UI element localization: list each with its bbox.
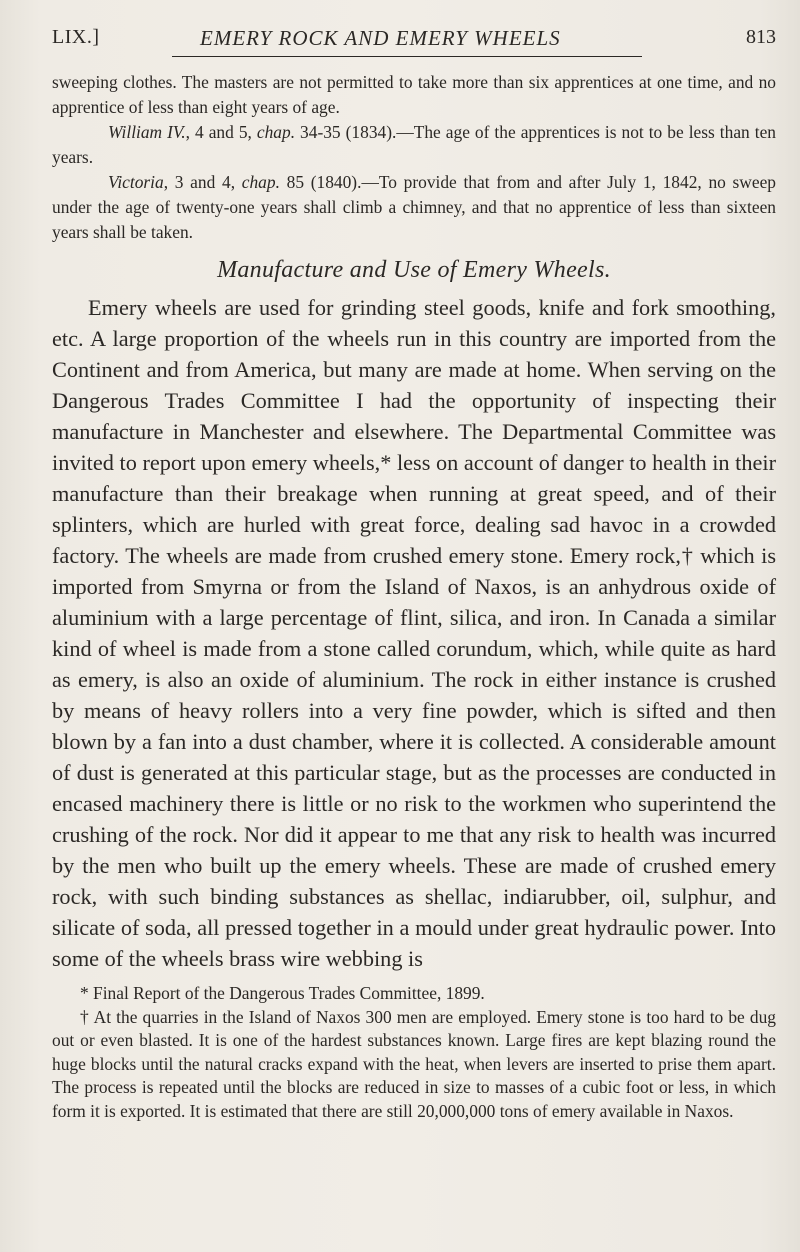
section-marker: LIX.]: [52, 26, 100, 48]
statute-william-text: , 4 and 5,: [185, 122, 257, 142]
footnotes: [52, 982, 776, 1123]
running-header: [52, 26, 776, 60]
page-number: 813: [746, 26, 776, 48]
section-heading: Manufacture and Use of Emery Wheels.: [217, 257, 611, 283]
header-rule: [172, 56, 642, 57]
statute-victoria-rest: 85 (1840).—To provide that from and after July 1, 1842, no sweep under the age of twenty-one years shall climb a chimney, and that no apprentice of less than sixteen years shall be taken.: [52, 172, 777, 242]
main-paragraph: [52, 292, 776, 974]
statute-william-rest: 34-35 (1834).—The age of the apprentices is not to be less than ten years.: [52, 122, 776, 167]
main-paragraph-text: Emery wheels are used for grinding steel goods, knife and fork smoothing, etc. A large proportion of the wheels run in this country are imported from the Continent and from America, but many are made at home. When serving on the Dangerous Trades Committee I had the opportunity of inspecting their manufacture in Manchester and elsewhere. The Departmental Committee was invited to report upon emery wheels,* less on account of danger to health in their manufacture than their breakage when running at great speed, and of their splinters, which are hurled with great force, dealing sad havoc in a crowded factory. The wheels are made from crushed emery stone. Emery rock,† which is imported from Smyrna or from the Island of Naxos, is an anhydrous oxide of aluminium with a large percentage of flint, silica, and iron. In Canada a similar kind of wheel is made from a stone called corundum, which, while quite as hard as emery, is also an oxide of aluminium. The rock in either instance is crushed by means of heavy rollers into a very fine powder, which is sifted and then blown by a fan into a dust chamber, where it is collected. A considerable amount of dust is generated at this particular stage, but as the processes are conducted in encased machinery there is little or no risk to the workmen who superintend the crushing of the rock. Nor did it appear to me that any risk to health was incurred by the men who built up the emery wheels. These are made of crushed emery rock, with such binding substances as shellac, indiarubber, oil, sulphur, and silicate of soda, all pressed together in a mould under great hydraulic power. Into some of the wheels brass wire webbing is: [52, 295, 776, 971]
statute-william-iv: [52, 120, 776, 170]
footnote-asterisk: * Final Report of the Dangerous Trades Committee, 1899.: [80, 983, 485, 1003]
page-body: [52, 70, 776, 1123]
statute-victoria-text: , 3 and 4,: [163, 172, 242, 192]
intro-continuation: sweeping clothes. The masters are not permitted to take more than six apprentices at one time, and no apprentice of less than eight years of age.: [52, 72, 776, 117]
statute-william-ref: William IV.: [108, 122, 186, 142]
footnote-dagger: † At the quarries in the Island of Naxos 300 men are employed. Emery stone is too hard to be dug out or even blasted. It is one of the hardest substances known. Large fires are kept blazing round the huge blocks until the natural cracks expand with the heat, when levers are inserted to prise them apart. The process is repeated until the blocks are reduced in size to masses of a cubic foot or less, in which form it is exported. It is estimated that there are still 20,000,000 tons of emery available in Naxos.: [52, 1006, 776, 1121]
statute-william-chap: chap.: [256, 122, 296, 142]
statute-victoria-chap: chap.: [241, 172, 280, 192]
statute-victoria: [52, 170, 776, 245]
running-title: EMERY ROCK AND EMERY WHEELS: [200, 26, 561, 50]
statute-victoria-ref: Victoria: [108, 172, 164, 192]
